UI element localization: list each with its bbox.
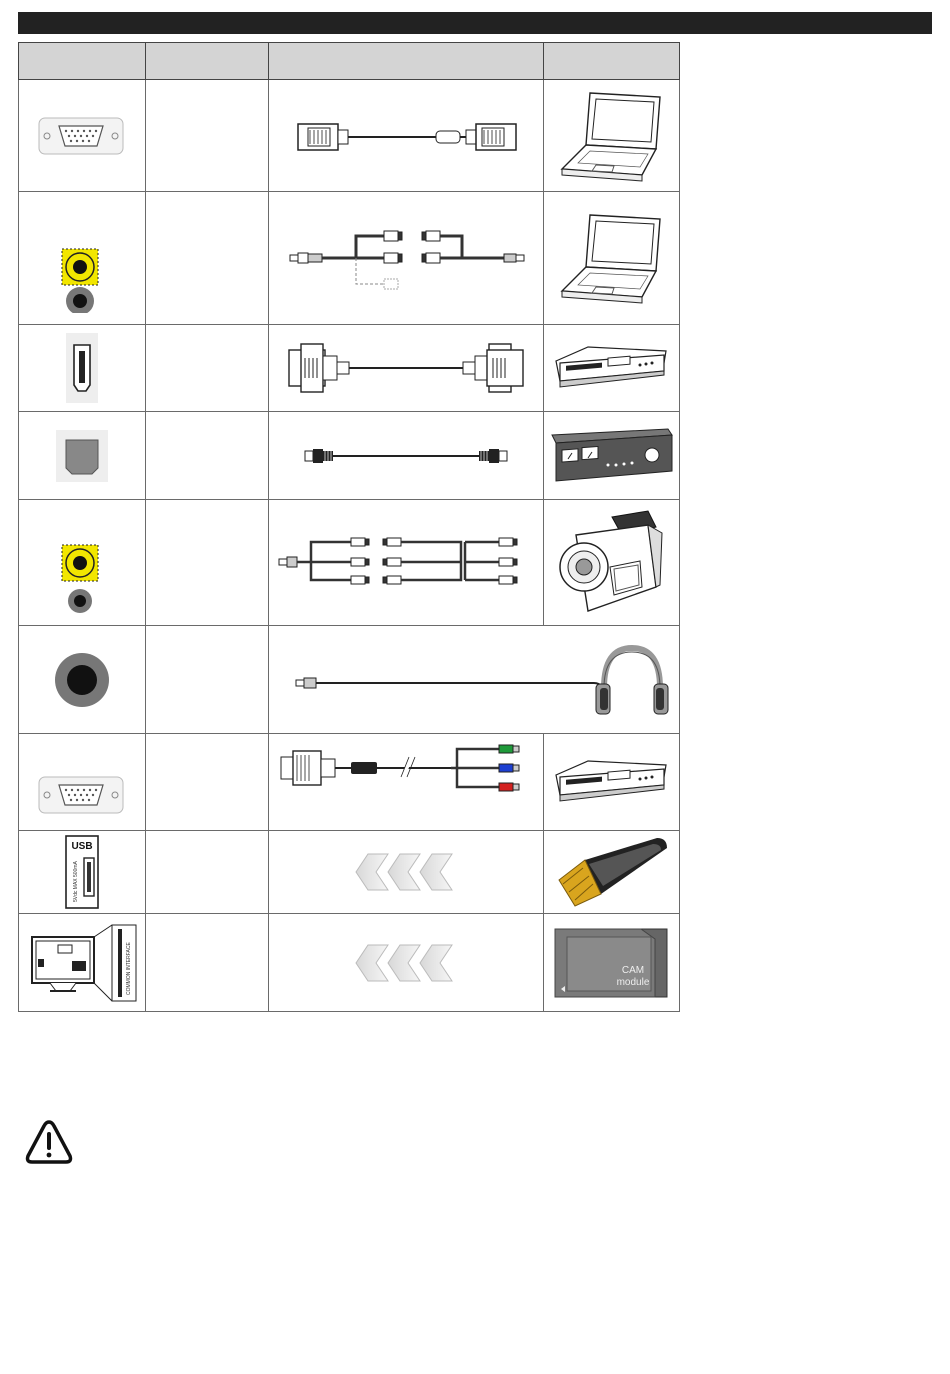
column-header-type xyxy=(145,43,268,80)
insert-arrows-icon xyxy=(268,831,543,914)
table-row xyxy=(19,192,680,325)
table-row xyxy=(19,500,680,626)
ypbpr-cable-icon xyxy=(268,734,543,831)
laptop-icon xyxy=(543,80,679,192)
row-label xyxy=(145,412,268,500)
usb-stick-icon xyxy=(543,831,679,914)
laptop-icon xyxy=(543,192,679,325)
connection-table xyxy=(18,42,680,1012)
headphones-icon xyxy=(596,648,668,714)
row-label xyxy=(145,914,268,1012)
table-row xyxy=(19,412,680,500)
optical-cable-icon xyxy=(268,412,543,500)
usb-port-icon xyxy=(19,831,146,914)
optical-port-icon xyxy=(19,412,146,500)
ypbpr-vga-port-icon xyxy=(19,734,146,831)
row-label xyxy=(145,734,268,831)
table-row xyxy=(19,914,680,1012)
usb-power-label: 5Vdc MAX 500mA xyxy=(72,861,79,902)
column-header-connector xyxy=(19,43,146,80)
column-header-cables xyxy=(268,43,543,80)
row-label xyxy=(145,325,268,412)
dvd-player-icon xyxy=(543,734,679,831)
audio-rca-cable-icon xyxy=(268,192,543,325)
row-label xyxy=(145,831,268,914)
warning-icon xyxy=(24,1118,74,1166)
row-label xyxy=(145,80,268,192)
table-row xyxy=(19,325,680,412)
headphone-cable-icon xyxy=(268,626,679,734)
av-audio-port-icon xyxy=(19,192,146,325)
row-label xyxy=(145,500,268,626)
table-row xyxy=(19,626,680,734)
common-interface-slot-icon xyxy=(19,914,146,1012)
cam-label-2: module xyxy=(617,976,650,988)
ci-label: COMMON INTERFACE xyxy=(125,941,132,995)
side-av-port-icon xyxy=(19,500,146,626)
vga-cable-icon xyxy=(268,80,543,192)
av-composite-cable-icon xyxy=(268,500,543,626)
row-label xyxy=(145,192,268,325)
camcorder-icon xyxy=(543,500,679,626)
vga-port-icon xyxy=(19,80,146,192)
column-header-device xyxy=(543,43,679,80)
cam-module-icon xyxy=(543,914,679,1012)
hdmi-port-icon xyxy=(19,325,146,412)
insert-arrows-icon xyxy=(268,914,543,1012)
section-title-bar xyxy=(18,12,932,34)
cam-label-1: CAM xyxy=(622,964,645,976)
table-row xyxy=(19,734,680,831)
usb-label: USB xyxy=(71,841,93,852)
table-row xyxy=(19,831,680,914)
row-label xyxy=(145,626,268,734)
headphone-jack-icon xyxy=(19,626,146,734)
table-header-row xyxy=(19,43,680,80)
dvd-player-icon xyxy=(543,325,679,412)
amplifier-icon xyxy=(543,412,679,500)
hdmi-cable-icon xyxy=(268,325,543,412)
table-row xyxy=(19,80,680,192)
